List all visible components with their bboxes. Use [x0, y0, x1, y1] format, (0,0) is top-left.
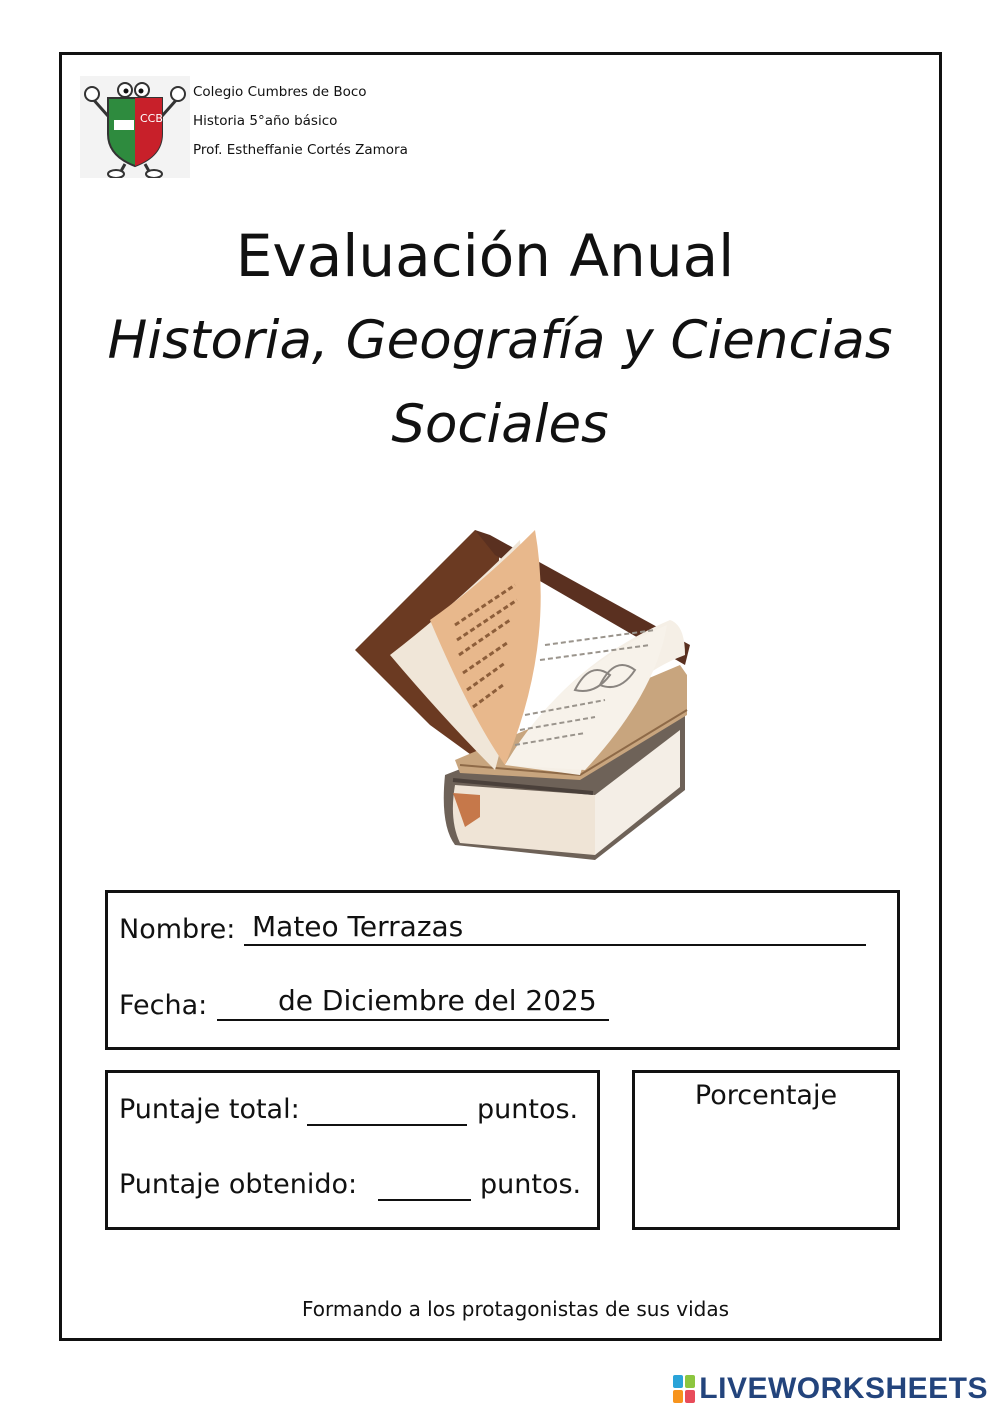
subject-title-line-1: Historia, Geografía y Ciencias: [107, 310, 893, 371]
name-field-line[interactable]: [244, 944, 866, 946]
liveworksheets-icon: [673, 1375, 695, 1403]
school-name: Colegio Cumbres de Boco: [193, 84, 367, 100]
course-name: Historia 5°año básico: [193, 113, 338, 129]
liveworksheets-brand[interactable]: [673, 1372, 988, 1406]
obtained-score-unit: puntos.: [480, 1169, 582, 1200]
teacher-name: Prof. Estheffanie Cortés Zamora: [193, 142, 408, 158]
school-header: [193, 78, 408, 165]
date-field[interactable]: de Diciembre del 2025: [278, 984, 597, 1017]
name-field[interactable]: Mateo Terrazas: [252, 910, 464, 943]
date-field-line[interactable]: [217, 1019, 609, 1021]
school-motto: Formando a los protagonistas de sus vidas: [301, 1297, 730, 1321]
total-score-field[interactable]: [307, 1124, 467, 1126]
total-score-label: Puntaje total:: [119, 1094, 300, 1125]
subject-title-line-2: Sociales: [391, 394, 609, 455]
liveworksheets-label: LIVEWORKSHEETS: [699, 1372, 988, 1405]
name-label: Nombre:: [119, 914, 236, 945]
percent-label: Porcentaje: [694, 1080, 838, 1111]
date-label: Fecha:: [119, 990, 208, 1021]
open-book-icon: [345, 525, 695, 865]
page-title: Evaluación Anual: [235, 222, 735, 290]
school-logo-mascot-icon: [80, 76, 190, 178]
obtained-score-field[interactable]: [378, 1199, 471, 1201]
svg-text:CCB: CCB: [140, 112, 163, 125]
total-score-unit: puntos.: [477, 1094, 579, 1125]
obtained-score-label: Puntaje obtenido:: [119, 1169, 358, 1200]
